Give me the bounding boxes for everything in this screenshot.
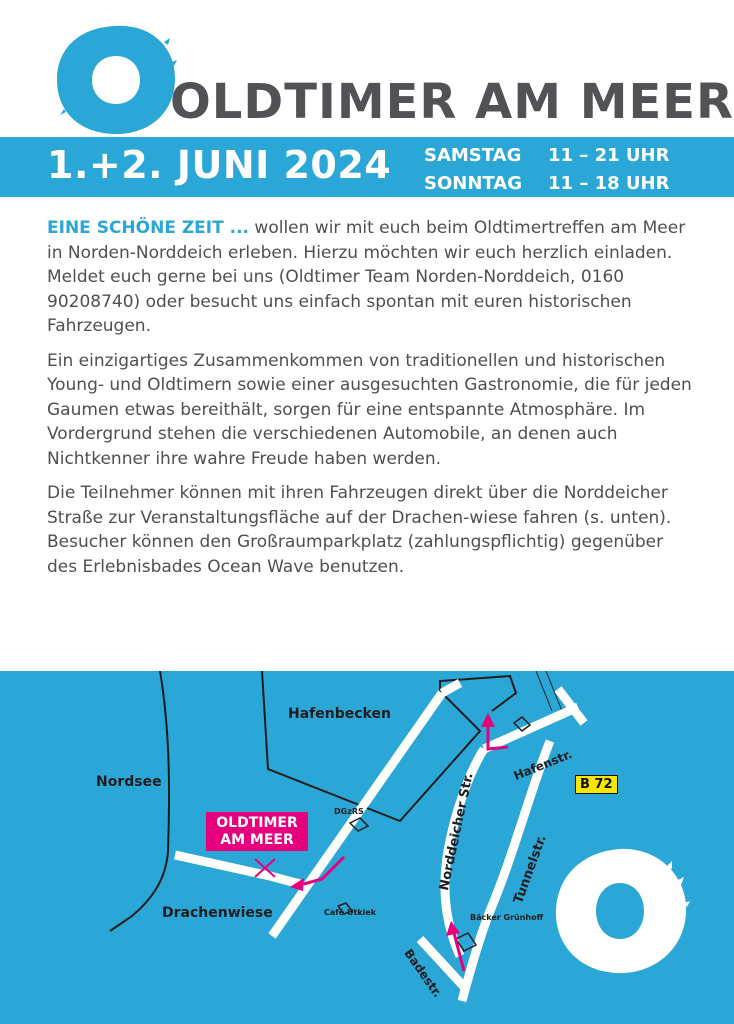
schedule-sunday <box>424 175 669 193</box>
b72-road-sign: B 72 <box>575 775 618 794</box>
label-drachenwiese: Drachenwiese <box>162 905 273 921</box>
label-hafenbecken: Hafenbecken <box>288 706 391 722</box>
label-baecker: Bäcker Grünhoff <box>470 913 544 922</box>
road-hafenstr <box>484 707 578 749</box>
event-map-marker <box>206 812 308 851</box>
label-hafenstr: Hafenstr. <box>511 746 575 784</box>
schedule-day: SONNTAG <box>424 173 522 194</box>
paragraph-directions: Die Teilnehmer können mit ihren Fahrzeugen direkt über die Norddeicher Straße zur Veranstaltungsfläche auf der Drachen-wiese fahren (s. unten). Besucher können den Großraumparkplatz (zahlungspflichtig) gegenüber des Erlebnisbades Ocean Wave benutzen. <box>47 483 672 577</box>
schedule-time: 11 – 18 UHR <box>548 173 670 194</box>
paragraph-description: Ein einzigartiges Zusammenkommen von traditionellen und historischen Young- und Oldtimern sowie einer ausgesuchten Gastronomie, die für jeden Gaumen etwas bereithält, sorgen für eine entspannte Atmosphäre. Im Vordergrund stehen die verschiedenen Automobile, an denen auch Nichtkenner ihre wahre Freude haben werden. <box>47 350 692 469</box>
label-nordsee: Nordsee <box>96 774 162 790</box>
road-drachenwiese <box>175 855 300 884</box>
label-norddeicher-str: Norddeicher Str. <box>437 771 477 892</box>
paragraph-intro <box>47 216 697 339</box>
road-main-north <box>442 683 460 693</box>
event-marker-line1: OLDTIMER <box>216 815 298 831</box>
event-title: OLDTIMER AM MEER <box>170 74 734 130</box>
intro-text: wollen wir mit euch beim Oldtimertreffen am Meer in Norden-Norddeich erleben. Hierzu möchten wir euch herzlich einladen. Meldet euch gerne bei uns (Oldtimer Team Norden-Norddeich, 0160 90208740) oder besucht uns einfach spontan mit euren historischen Fahrzeugen. <box>47 218 686 336</box>
location-map <box>0 671 734 1024</box>
harbour-outline-north <box>440 676 516 711</box>
map-graphic <box>0 671 734 1024</box>
label-dgzrs: DGzRS <box>334 807 364 816</box>
coastline <box>110 671 169 931</box>
label-tunnelstr: Tunnelstr. <box>511 833 550 906</box>
arrowhead-north-icon <box>481 713 495 727</box>
event-marker-line2: AM MEER <box>220 832 294 848</box>
event-date: 1.+2. JUNI 2024 <box>47 143 392 187</box>
schedule-time: 11 – 21 UHR <box>548 145 670 166</box>
label-cafe: Café Utkiek <box>324 908 377 917</box>
body-text <box>47 216 697 589</box>
brand-ring-icon <box>556 849 686 973</box>
intro-lead: EINE SCHÖNE ZEIT ... <box>47 218 250 238</box>
schedule-saturday <box>424 147 669 165</box>
logo-ring-icon <box>52 22 180 138</box>
schedule-day: SAMSTAG <box>424 145 522 166</box>
label-badestr: Badestr. <box>401 946 445 1001</box>
